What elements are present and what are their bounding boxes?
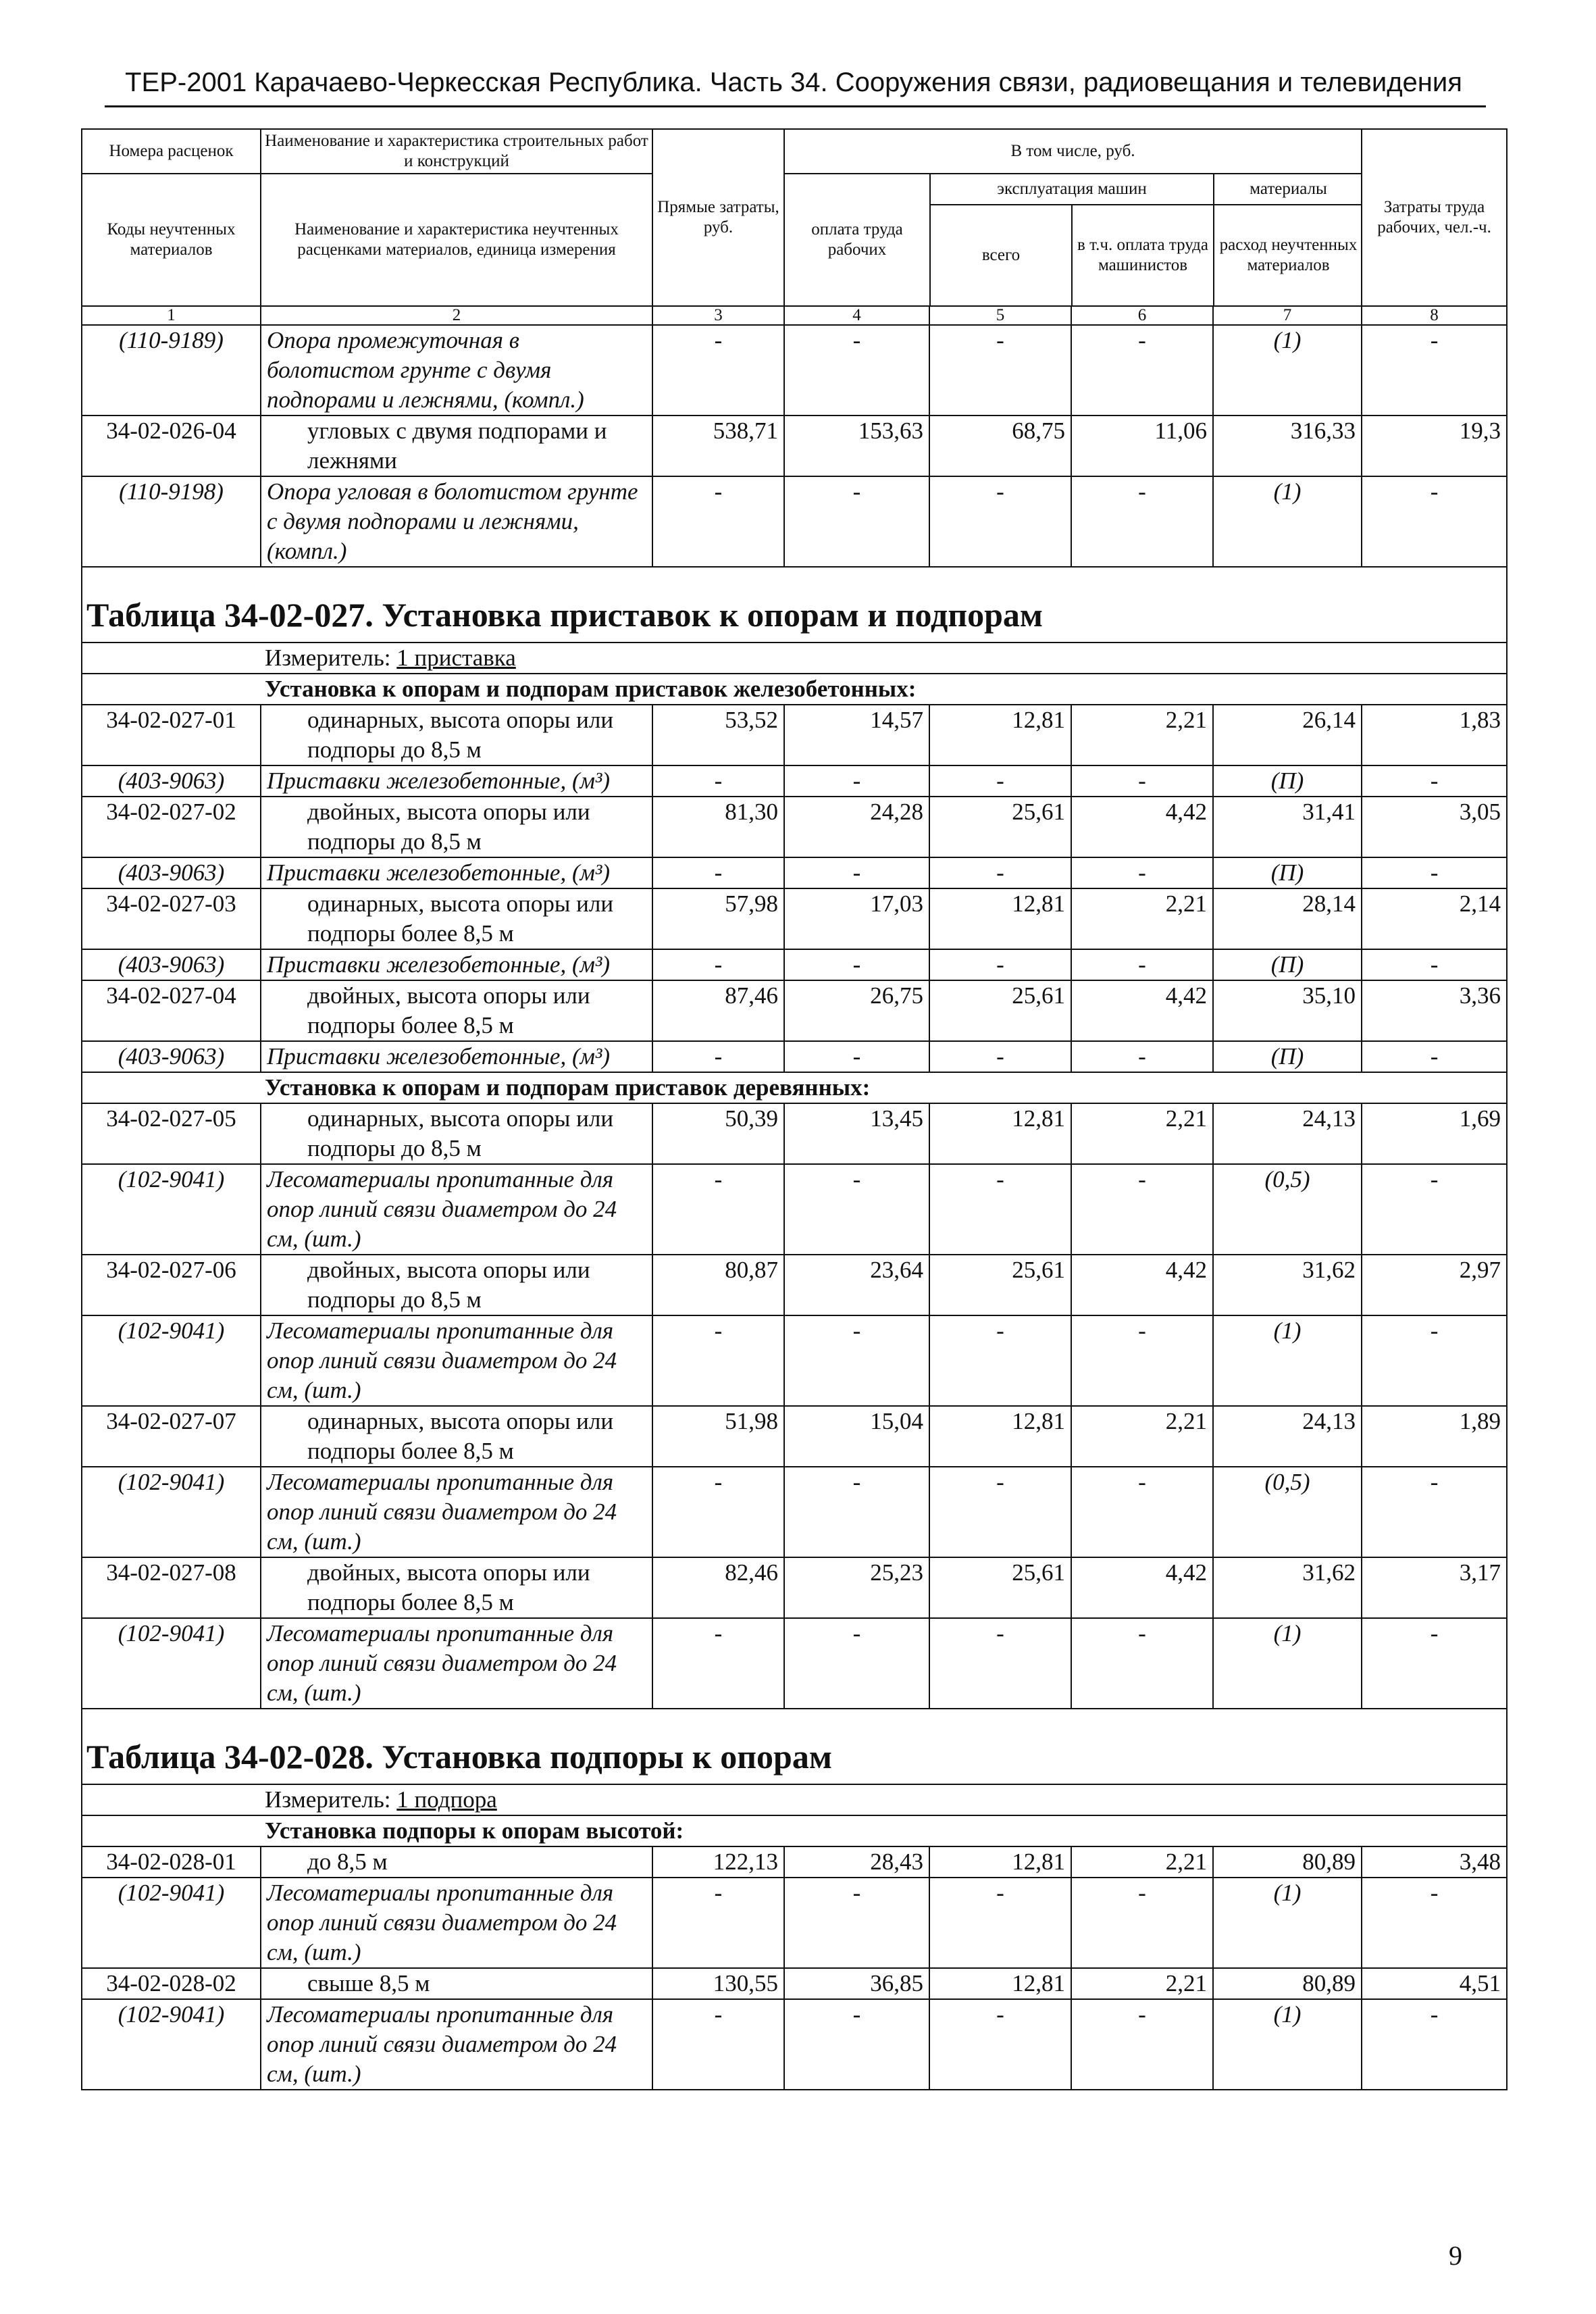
material-name	[261, 857, 652, 888]
value-c8: -	[1362, 1164, 1507, 1255]
material-name-text: Лесоматериалы пропитанные для опор линий связи диаметром до 24 см, (шт.)	[267, 1317, 617, 1403]
rate-row	[82, 705, 1507, 765]
rate-row	[82, 1968, 1507, 1999]
value-c5: -	[929, 1041, 1071, 1072]
value-c8: -	[1362, 1878, 1507, 1968]
group-header: В том числе, руб.	[784, 129, 1362, 174]
value-c4: 24,28	[784, 797, 929, 857]
column-number: 4	[784, 306, 929, 325]
value-c5: 12,81	[929, 1103, 1071, 1164]
rate-code: 34-02-027-03	[82, 888, 261, 949]
value-c4: -	[784, 1878, 929, 1968]
value-c8: 3,17	[1362, 1557, 1507, 1618]
col-8-header: Затраты труда рабочих, чел.-ч.	[1362, 129, 1507, 306]
unit-value: 1 подпора	[396, 1786, 497, 1813]
value-c3: 538,71	[652, 416, 784, 476]
rate-code: 34-02-027-07	[82, 1406, 261, 1467]
page-number: 9	[1449, 2240, 1462, 2271]
value-c8: -	[1362, 1041, 1507, 1072]
material-code: (403-9063)	[82, 1041, 261, 1072]
value-c7: (1)	[1213, 1999, 1362, 2090]
material-code: (102-9041)	[82, 1315, 261, 1406]
work-name-text: двойных, высота опоры или подпоры более 8,5 м	[307, 1559, 590, 1615]
value-c8: -	[1362, 857, 1507, 888]
value-c4: -	[784, 1467, 929, 1557]
value-c3: -	[652, 1164, 784, 1255]
value-c5: 12,81	[929, 888, 1071, 949]
material-row	[82, 1315, 1507, 1406]
unit-line	[82, 643, 1507, 674]
value-c3: 87,46	[652, 980, 784, 1041]
material-name-text: Лесоматериалы пропитанные для опор линий связи диаметром до 24 см, (шт.)	[267, 1880, 617, 1965]
value-c4: 25,23	[784, 1557, 929, 1618]
rate-row	[82, 1103, 1507, 1164]
value-c7: (1)	[1213, 1315, 1362, 1406]
section-heading: Установка к опорам и подпорам приставок деревянных:	[82, 1072, 1507, 1103]
section-heading-row	[82, 674, 1507, 705]
work-name	[261, 1406, 652, 1467]
value-c3: -	[652, 857, 784, 888]
value-c8: 2,97	[1362, 1255, 1507, 1315]
value-c4: -	[784, 949, 929, 980]
rate-row	[82, 416, 1507, 476]
section-heading-row	[82, 1072, 1507, 1103]
col-1-bottom-header: Коды неучтенных материалов	[82, 174, 261, 306]
value-c7: (П)	[1213, 765, 1362, 797]
material-name-text: Приставки железобетонные, (м³)	[267, 859, 611, 886]
rate-row	[82, 1846, 1507, 1878]
rate-code: 34-02-027-06	[82, 1255, 261, 1315]
value-c3: 53,52	[652, 705, 784, 765]
material-code: (110-9189)	[82, 325, 261, 416]
value-c7: 24,13	[1213, 1103, 1362, 1164]
work-name-text: двойных, высота опоры или подпоры до 8,5 м	[307, 1257, 590, 1313]
value-c5: 12,81	[929, 1846, 1071, 1878]
rate-code: 34-02-028-02	[82, 1968, 261, 1999]
value-c3: 130,55	[652, 1968, 784, 1999]
running-header: ТЕР-2001 Карачаево-Черкесская Республика. Часть 34. Сооружения связи, радиовещания и телевидения	[125, 68, 1462, 97]
value-c8: -	[1362, 1467, 1507, 1557]
material-row	[82, 765, 1507, 797]
value-c8: -	[1362, 1315, 1507, 1406]
material-code: (110-9198)	[82, 476, 261, 567]
value-c8: 2,14	[1362, 888, 1507, 949]
rate-code: 34-02-027-01	[82, 705, 261, 765]
material-row	[82, 949, 1507, 980]
rate-code: 34-02-027-04	[82, 980, 261, 1041]
material-name-text: Опора промежуточная в болотистом грунте с двумя подпорами и лежнями, (компл.)	[267, 327, 584, 413]
material-name	[261, 325, 652, 416]
value-c7: (0,5)	[1213, 1467, 1362, 1557]
value-c8: 1,69	[1362, 1103, 1507, 1164]
material-row	[82, 1164, 1507, 1255]
material-name-text: Приставки железобетонные, (м³)	[267, 1043, 611, 1070]
col-2-top-header: Наименование и характеристика строительных работ и конструкций	[261, 129, 652, 174]
unit-label: Измеритель:	[265, 1786, 391, 1813]
rate-code: 34-02-027-02	[82, 797, 261, 857]
value-c4: -	[784, 1164, 929, 1255]
value-c6: 4,42	[1071, 797, 1213, 857]
table-title-row	[82, 567, 1507, 643]
value-c7: (1)	[1213, 476, 1362, 567]
value-c8: 1,83	[1362, 705, 1507, 765]
work-name	[261, 797, 652, 857]
value-c5: 68,75	[929, 416, 1071, 476]
work-name-text: одинарных, высота опоры или подпоры более 8,5 м	[307, 890, 614, 947]
value-c3: 80,87	[652, 1255, 784, 1315]
value-c7: (1)	[1213, 325, 1362, 416]
rate-code: 34-02-026-04	[82, 416, 261, 476]
value-c3: -	[652, 1878, 784, 1968]
work-name-text: двойных, высота опоры или подпоры более 8,5 м	[307, 982, 590, 1038]
value-c7: (0,5)	[1213, 1164, 1362, 1255]
value-c6: -	[1071, 1164, 1213, 1255]
work-name	[261, 1255, 652, 1315]
value-c3: 122,13	[652, 1846, 784, 1878]
value-c5: 12,81	[929, 1968, 1071, 1999]
value-c5: -	[929, 1999, 1071, 2090]
column-number: 6	[1071, 306, 1213, 325]
rate-row	[82, 1406, 1507, 1467]
unit-row	[82, 1784, 1507, 1815]
column-numbers-row	[82, 306, 1507, 325]
value-c7: 35,10	[1213, 980, 1362, 1041]
value-c3: -	[652, 1618, 784, 1709]
col-6-header: в т.ч. оплата труда машинистов	[1072, 205, 1214, 305]
material-row	[82, 325, 1507, 416]
material-row	[82, 1878, 1507, 1968]
value-c4: 13,45	[784, 1103, 929, 1164]
material-row	[82, 857, 1507, 888]
value-c3: -	[652, 1467, 784, 1557]
work-name	[261, 1103, 652, 1164]
materials-header: материалы	[1214, 174, 1362, 205]
value-c8: -	[1362, 476, 1507, 567]
value-c6: -	[1071, 1878, 1213, 1968]
column-number: 3	[652, 306, 784, 325]
material-code: (102-9041)	[82, 1618, 261, 1709]
material-name	[261, 765, 652, 797]
value-c7: 80,89	[1213, 1846, 1362, 1878]
value-c8: 3,36	[1362, 980, 1507, 1041]
col-5-header: всего	[930, 205, 1072, 305]
value-c3: 57,98	[652, 888, 784, 949]
section-heading: Установка подпоры к опорам высотой:	[82, 1815, 1507, 1846]
value-c3: -	[652, 949, 784, 980]
col-1-top-header: Номера расценок	[82, 129, 261, 174]
work-name-text: двойных, высота опоры или подпоры до 8,5 м	[307, 799, 590, 855]
value-c5: 25,61	[929, 980, 1071, 1041]
value-c5: -	[929, 476, 1071, 567]
material-code: (102-9041)	[82, 1999, 261, 2090]
value-c5: -	[929, 765, 1071, 797]
value-c5: -	[929, 325, 1071, 416]
value-c6: 4,42	[1071, 1255, 1213, 1315]
value-c5: -	[929, 949, 1071, 980]
value-c4: -	[784, 1618, 929, 1709]
value-c8: 1,89	[1362, 1406, 1507, 1467]
value-c4: 14,57	[784, 705, 929, 765]
work-name-text: до 8,5 м	[307, 1848, 388, 1875]
value-c4: 23,64	[784, 1255, 929, 1315]
rate-row	[82, 1557, 1507, 1618]
value-c8: -	[1362, 325, 1507, 416]
value-c6: -	[1071, 765, 1213, 797]
value-c6: -	[1071, 1041, 1213, 1072]
work-name-text: одинарных, высота опоры или подпоры до 8,5 м	[307, 707, 614, 763]
material-row	[82, 1618, 1507, 1709]
material-name	[261, 1618, 652, 1709]
section-heading: Установка к опорам и подпорам приставок железобетонных:	[82, 674, 1507, 705]
material-code: (102-9041)	[82, 1467, 261, 1557]
value-c7: (1)	[1213, 1878, 1362, 1968]
value-c5: 12,81	[929, 1406, 1071, 1467]
value-c8: -	[1362, 765, 1507, 797]
unit-row	[82, 643, 1507, 674]
value-c7: 24,13	[1213, 1406, 1362, 1467]
column-number: 2	[261, 306, 652, 325]
material-name	[261, 1467, 652, 1557]
work-name	[261, 705, 652, 765]
material-code: (102-9041)	[82, 1878, 261, 1968]
value-c6: -	[1071, 476, 1213, 567]
material-name-text: Приставки железобетонные, (м³)	[267, 951, 611, 978]
value-c6: 11,06	[1071, 416, 1213, 476]
work-name	[261, 1557, 652, 1618]
material-name-text: Приставки железобетонные, (м³)	[267, 768, 611, 794]
value-c4: 153,63	[784, 416, 929, 476]
work-name-text: угловых с двумя подпорами и лежнями	[307, 418, 607, 474]
value-c4: 17,03	[784, 888, 929, 949]
value-c5: 25,61	[929, 1255, 1071, 1315]
value-c4: -	[784, 765, 929, 797]
value-c7: 31,62	[1213, 1557, 1362, 1618]
value-c7: 26,14	[1213, 705, 1362, 765]
header-row	[82, 129, 1507, 174]
value-c4: -	[784, 1041, 929, 1072]
sub-header-table	[785, 174, 1362, 305]
work-name	[261, 416, 652, 476]
unit-label: Измеритель:	[265, 645, 391, 671]
value-c6: -	[1071, 1315, 1213, 1406]
value-c7: (П)	[1213, 949, 1362, 980]
unit-line	[82, 1784, 1507, 1815]
material-row	[82, 476, 1507, 567]
value-c6: -	[1071, 1999, 1213, 2090]
value-c6: -	[1071, 1618, 1213, 1709]
value-c3: -	[652, 325, 784, 416]
work-name-text: одинарных, высота опоры или подпоры до 8,5 м	[307, 1105, 614, 1161]
col-2-bottom-header: Наименование и характеристика неучтенных расценками материалов, единица измерения	[261, 174, 652, 306]
rate-row	[82, 980, 1507, 1041]
value-c5: 25,61	[929, 797, 1071, 857]
value-c5: -	[929, 1618, 1071, 1709]
value-c5: -	[929, 1315, 1071, 1406]
column-number: 7	[1213, 306, 1362, 325]
material-name	[261, 1041, 652, 1072]
value-c4: -	[784, 1999, 929, 2090]
value-c6: 4,42	[1071, 1557, 1213, 1618]
work-name	[261, 980, 652, 1041]
rate-row	[82, 1255, 1507, 1315]
value-c6: -	[1071, 1467, 1213, 1557]
value-c8: -	[1362, 1618, 1507, 1709]
col-3-header: Прямые затраты, руб.	[652, 129, 784, 306]
header-rule	[105, 105, 1486, 107]
machines-header: эксплуатация машин	[930, 174, 1214, 205]
value-c3: -	[652, 476, 784, 567]
table-title: Таблица 34-02-028. Установка подпоры к опорам	[82, 1709, 1507, 1784]
value-c7: (1)	[1213, 1618, 1362, 1709]
material-code: (403-9063)	[82, 857, 261, 888]
header-row	[82, 174, 1507, 306]
material-name-text: Лесоматериалы пропитанные для опор линий связи диаметром до 24 см, (шт.)	[267, 1166, 617, 1252]
value-c4: -	[784, 476, 929, 567]
material-code: (403-9063)	[82, 765, 261, 797]
table-title: Таблица 34-02-027. Установка приставок к опорам и подпорам	[82, 567, 1507, 643]
material-row	[82, 1041, 1507, 1072]
unit-value: 1 приставка	[396, 645, 516, 671]
material-name	[261, 1164, 652, 1255]
value-c8: 3,05	[1362, 797, 1507, 857]
value-c6: -	[1071, 857, 1213, 888]
value-c8: 4,51	[1362, 1968, 1507, 1999]
value-c8: -	[1362, 949, 1507, 980]
value-c7: 28,14	[1213, 888, 1362, 949]
value-c4: -	[784, 857, 929, 888]
material-name-text: Опора угловая в болотистом грунте с двумя подпорами и лежнями, (компл.)	[267, 478, 638, 564]
value-c6: 2,21	[1071, 1846, 1213, 1878]
column-number: 8	[1362, 306, 1507, 325]
material-name	[261, 476, 652, 567]
material-name	[261, 1999, 652, 2090]
rates-table	[81, 128, 1508, 2090]
value-c7: 31,62	[1213, 1255, 1362, 1315]
material-name-text: Лесоматериалы пропитанные для опор линий связи диаметром до 24 см, (шт.)	[267, 1469, 617, 1555]
value-c6: 4,42	[1071, 980, 1213, 1041]
material-code: (403-9063)	[82, 949, 261, 980]
work-name-text: свыше 8,5 м	[307, 1970, 430, 1996]
value-c7: 80,89	[1213, 1968, 1362, 1999]
value-c3: 81,30	[652, 797, 784, 857]
value-c4: -	[784, 1315, 929, 1406]
work-name	[261, 1968, 652, 1999]
value-c5: -	[929, 1467, 1071, 1557]
work-name	[261, 888, 652, 949]
value-c3: 50,39	[652, 1103, 784, 1164]
value-c5: -	[929, 857, 1071, 888]
rate-row	[82, 888, 1507, 949]
material-code: (102-9041)	[82, 1164, 261, 1255]
value-c3: -	[652, 1315, 784, 1406]
rate-code: 34-02-028-01	[82, 1846, 261, 1878]
rate-code: 34-02-027-05	[82, 1103, 261, 1164]
value-c7: 316,33	[1213, 416, 1362, 476]
section-heading-row	[82, 1815, 1507, 1846]
value-c4: 15,04	[784, 1406, 929, 1467]
value-c3: -	[652, 1041, 784, 1072]
value-c4: 26,75	[784, 980, 929, 1041]
value-c5: -	[929, 1878, 1071, 1968]
value-c4: 28,43	[784, 1846, 929, 1878]
value-c5: 25,61	[929, 1557, 1071, 1618]
value-c3: -	[652, 765, 784, 797]
value-c6: 2,21	[1071, 705, 1213, 765]
sub-header-group	[784, 174, 1362, 306]
material-name-text: Лесоматериалы пропитанные для опор линий связи диаметром до 24 см, (шт.)	[267, 1620, 617, 1706]
material-name-text: Лесоматериалы пропитанные для опор линий связи диаметром до 24 см, (шт.)	[267, 2001, 617, 2087]
value-c6: 2,21	[1071, 888, 1213, 949]
col-7-header: расход неучтенных материалов	[1219, 236, 1358, 274]
value-c8: -	[1362, 1999, 1507, 2090]
work-name	[261, 1846, 652, 1878]
value-c6: 2,21	[1071, 1406, 1213, 1467]
value-c3: -	[652, 1999, 784, 2090]
value-c8: 19,3	[1362, 416, 1507, 476]
rate-row	[82, 797, 1507, 857]
material-name	[261, 1878, 652, 1968]
work-name-text: одинарных, высота опоры или подпоры более 8,5 м	[307, 1408, 614, 1464]
col-4-header: оплата труда рабочих	[785, 174, 930, 305]
value-c8: 3,48	[1362, 1846, 1507, 1878]
table-title-row	[82, 1709, 1507, 1784]
value-c6: -	[1071, 949, 1213, 980]
value-c5: -	[929, 1164, 1071, 1255]
rate-code: 34-02-027-08	[82, 1557, 261, 1618]
material-row	[82, 1467, 1507, 1557]
value-c7: 31,41	[1213, 797, 1362, 857]
value-c5: 12,81	[929, 705, 1071, 765]
material-name	[261, 949, 652, 980]
value-c6: -	[1071, 325, 1213, 416]
value-c3: 51,98	[652, 1406, 784, 1467]
value-c4: -	[784, 325, 929, 416]
value-c7: (П)	[1213, 1041, 1362, 1072]
column-number: 5	[929, 306, 1071, 325]
value-c7: (П)	[1213, 857, 1362, 888]
value-c6: 2,21	[1071, 1968, 1213, 1999]
value-c3: 82,46	[652, 1557, 784, 1618]
material-name	[261, 1315, 652, 1406]
material-row	[82, 1999, 1507, 2090]
value-c6: 2,21	[1071, 1103, 1213, 1164]
value-c4: 36,85	[784, 1968, 929, 1999]
column-number: 1	[82, 306, 261, 325]
